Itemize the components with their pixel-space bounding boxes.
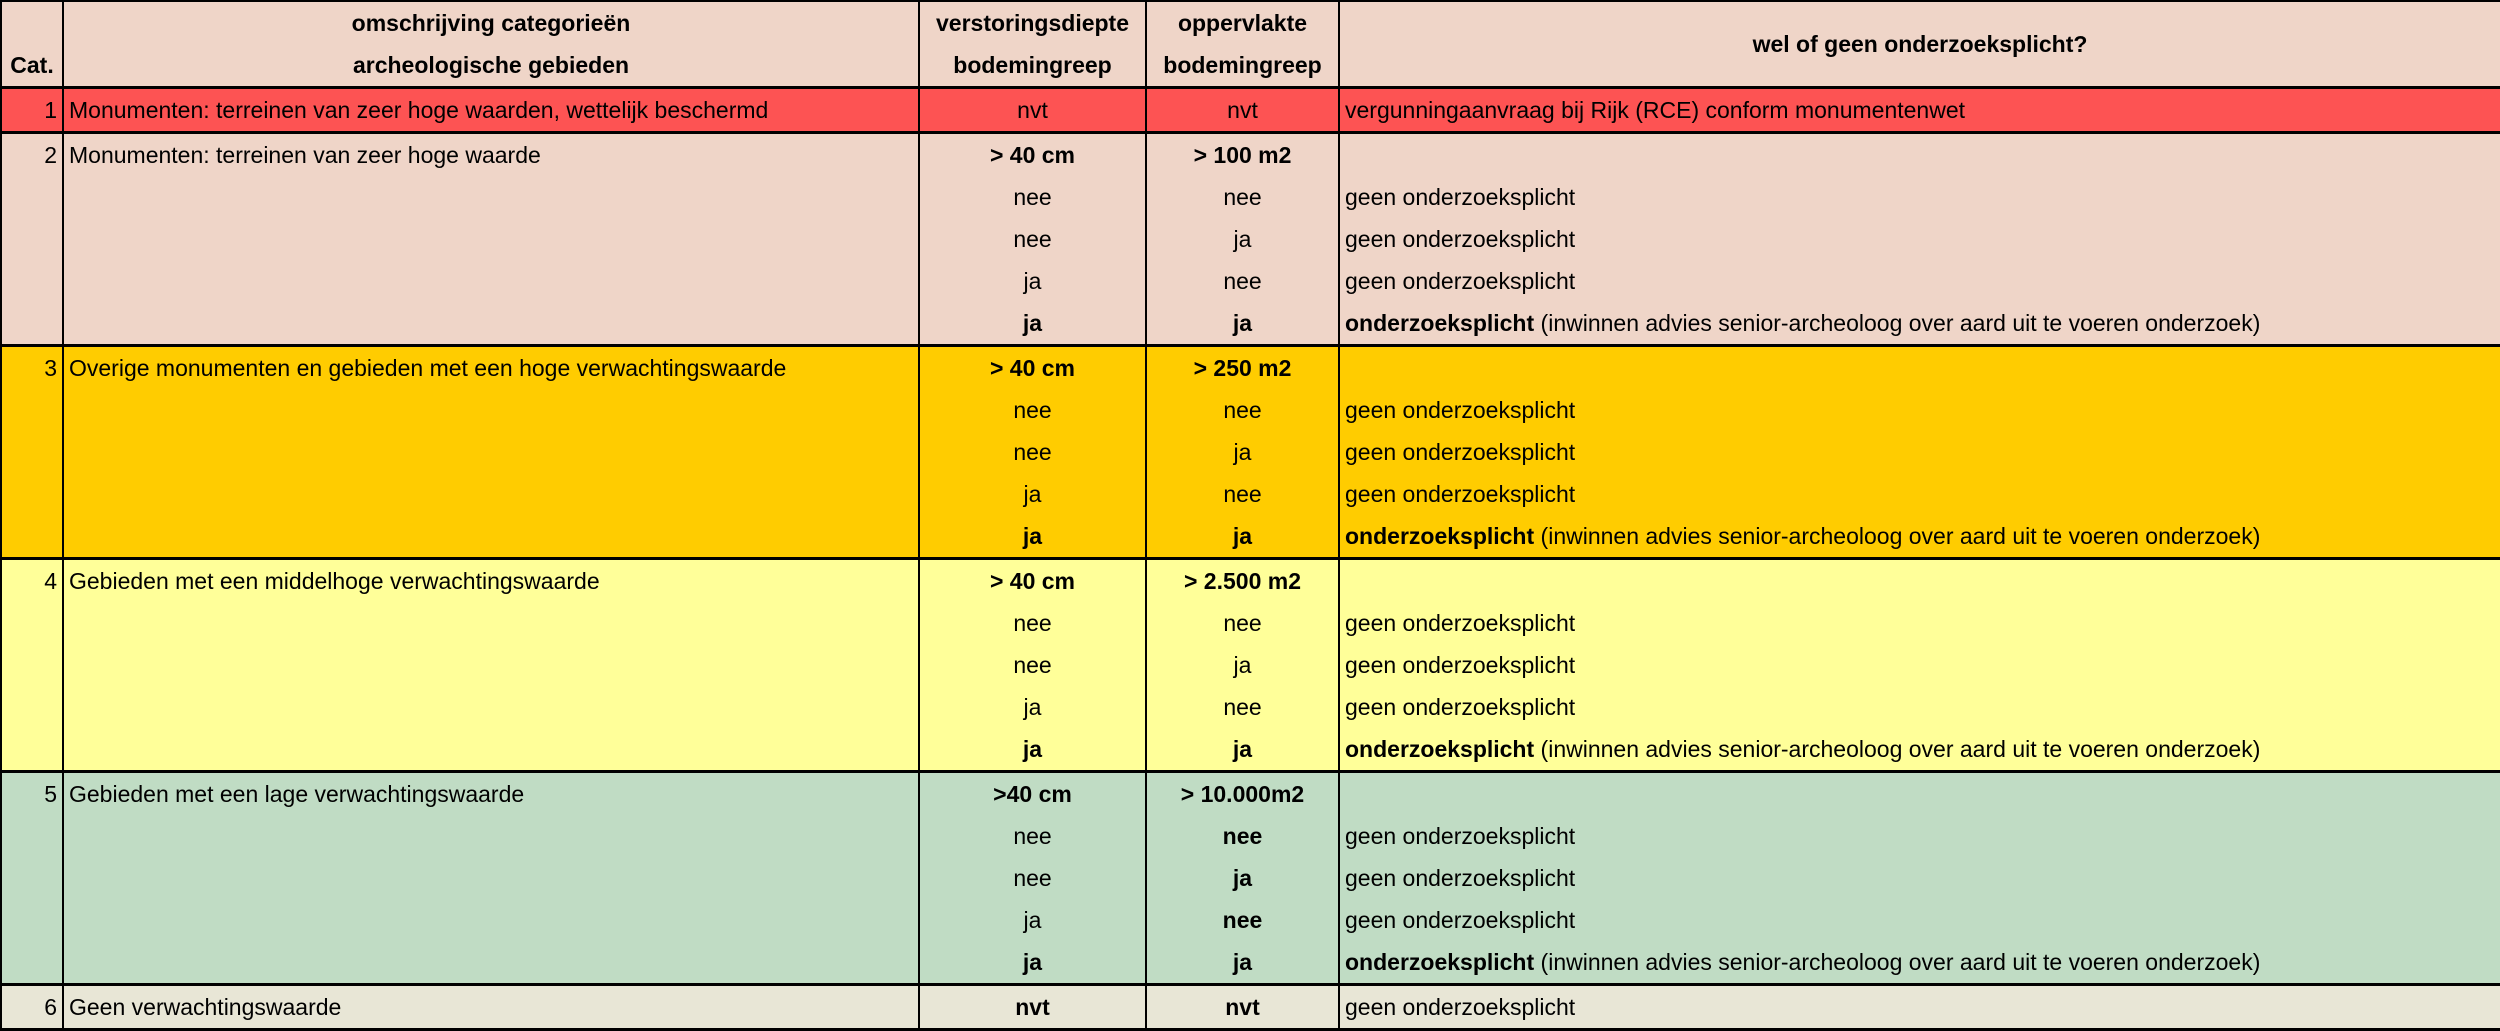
category-description-cell <box>63 815 919 857</box>
depth-cell <box>919 772 1146 816</box>
category-description-cell <box>63 260 919 302</box>
table-row <box>1 302 2500 346</box>
verdict-text: geen onderzoeksplicht <box>1345 994 1576 1020</box>
header-description-line2: archeologische gebieden <box>352 52 630 78</box>
header-area-line2: bodemingreep <box>1163 52 1322 78</box>
category-description-cell <box>63 857 919 899</box>
category-description-cell-text: Overige monumenten en gebieden met een hoge verwachtingswaarde <box>69 355 787 381</box>
category-number-cell <box>1 857 63 899</box>
table-row <box>1 644 2500 686</box>
depth-cell <box>919 473 1146 515</box>
area-cell-text: ja <box>1233 226 1252 252</box>
area-cell-text: ja <box>1232 865 1253 891</box>
verdict-cell <box>1339 772 2500 816</box>
verdict-bold-text: onderzoeksplicht <box>1345 949 1535 975</box>
table-row <box>1 389 2500 431</box>
area-cell <box>1146 346 1339 390</box>
depth-cell <box>919 515 1146 559</box>
category-description-cell <box>63 473 919 515</box>
table-body <box>1 88 2500 1030</box>
header-cat <box>1 1 63 88</box>
verdict-cell <box>1339 985 2500 1030</box>
depth-cell-text: nee <box>1013 397 1052 423</box>
verdict-text: geen onderzoeksplicht <box>1345 907 1576 933</box>
table-row <box>1 602 2500 644</box>
area-cell <box>1146 302 1339 346</box>
category-number-cell <box>1 88 63 133</box>
area-cell-text: nee <box>1222 907 1263 933</box>
verdict-text: geen onderzoeksplicht <box>1345 865 1576 891</box>
verdict-text: (inwinnen advies senior-archeoloog over aard uit te voeren onderzoek) <box>1534 310 2261 336</box>
table-row <box>1 431 2500 473</box>
category-number-cell-text: 5 <box>44 781 57 807</box>
table-row <box>1 133 2500 177</box>
category-number-cell-text: 1 <box>44 97 57 123</box>
area-cell <box>1146 389 1339 431</box>
category-description-cell-text: Gebieden met een lage verwachtingswaarde <box>69 781 525 807</box>
depth-cell <box>919 133 1146 177</box>
depth-cell-text: ja <box>1022 949 1043 975</box>
depth-cell-text: ja <box>1023 268 1042 294</box>
table-row <box>1 815 2500 857</box>
depth-cell-text: nee <box>1013 184 1052 210</box>
header-verdict <box>1339 1 2500 88</box>
depth-cell <box>919 431 1146 473</box>
header-depth <box>919 1 1146 88</box>
verdict-cell <box>1339 515 2500 559</box>
verdict-text: (inwinnen advies senior-archeoloog over aard uit te voeren onderzoek) <box>1534 949 2261 975</box>
category-description-cell <box>63 176 919 218</box>
category-description-cell-text: Geen verwachtingswaarde <box>69 994 342 1020</box>
category-number-cell <box>1 218 63 260</box>
category-description-cell <box>63 218 919 260</box>
category-description-cell <box>63 602 919 644</box>
area-cell <box>1146 473 1339 515</box>
area-cell <box>1146 857 1339 899</box>
verdict-cell <box>1339 133 2500 177</box>
category-number-cell <box>1 346 63 390</box>
verdict-cell <box>1339 941 2500 985</box>
table-row <box>1 346 2500 390</box>
category-description-cell <box>63 389 919 431</box>
header-area <box>1146 1 1339 88</box>
depth-cell-text: ja <box>1022 736 1043 762</box>
area-cell-text: nee <box>1223 610 1262 636</box>
area-cell-text: ja <box>1233 652 1252 678</box>
area-cell <box>1146 602 1339 644</box>
verdict-text: geen onderzoeksplicht <box>1345 652 1576 678</box>
verdict-cell <box>1339 815 2500 857</box>
verdict-text: geen onderzoeksplicht <box>1345 268 1576 294</box>
category-number-cell <box>1 941 63 985</box>
area-cell <box>1146 985 1339 1030</box>
verdict-cell <box>1339 346 2500 390</box>
category-description-cell <box>63 941 919 985</box>
depth-cell <box>919 899 1146 941</box>
area-cell <box>1146 899 1339 941</box>
verdict-text: (inwinnen advies senior-archeoloog over aard uit te voeren onderzoek) <box>1534 736 2261 762</box>
table-row <box>1 260 2500 302</box>
table-row <box>1 728 2500 772</box>
verdict-cell <box>1339 389 2500 431</box>
verdict-cell <box>1339 88 2500 133</box>
category-number-cell <box>1 559 63 603</box>
category-number-cell <box>1 515 63 559</box>
table-row <box>1 985 2500 1030</box>
table-row <box>1 899 2500 941</box>
area-cell <box>1146 260 1339 302</box>
category-description-cell <box>63 772 919 816</box>
verdict-bold-text: onderzoeksplicht <box>1345 523 1535 549</box>
area-cell <box>1146 176 1339 218</box>
depth-cell-text: nee <box>1013 439 1052 465</box>
category-description-cell <box>63 88 919 133</box>
area-cell <box>1146 559 1339 603</box>
category-description-cell-text: Monumenten: terreinen van zeer hoge waarde <box>69 142 541 168</box>
category-number-cell <box>1 602 63 644</box>
depth-cell <box>919 941 1146 985</box>
category-number-cell <box>1 133 63 177</box>
area-cell-text: > 250 m2 <box>1193 355 1292 381</box>
area-cell-text: nee <box>1223 397 1262 423</box>
category-number-cell <box>1 686 63 728</box>
category-description-cell <box>63 899 919 941</box>
table-row <box>1 857 2500 899</box>
verdict-cell <box>1339 602 2500 644</box>
verdict-cell <box>1339 218 2500 260</box>
verdict-text: geen onderzoeksplicht <box>1345 226 1576 252</box>
table-row <box>1 515 2500 559</box>
depth-cell-text: ja <box>1022 310 1043 336</box>
area-cell <box>1146 133 1339 177</box>
verdict-text: geen onderzoeksplicht <box>1345 481 1576 507</box>
verdict-text: geen onderzoeksplicht <box>1345 397 1576 423</box>
table-row <box>1 559 2500 603</box>
depth-cell <box>919 346 1146 390</box>
header-depth-line1: verstoringsdiepte <box>936 10 1129 36</box>
depth-cell-text: nee <box>1013 652 1052 678</box>
depth-cell <box>919 218 1146 260</box>
category-number-cell <box>1 431 63 473</box>
depth-cell-text: ja <box>1023 694 1042 720</box>
category-number-cell <box>1 644 63 686</box>
verdict-text: (inwinnen advies senior-archeoloog over aard uit te voeren onderzoek) <box>1534 523 2261 549</box>
depth-cell <box>919 985 1146 1030</box>
category-number-cell <box>1 260 63 302</box>
area-cell-text: > 10.000m2 <box>1180 781 1305 807</box>
depth-cell <box>919 302 1146 346</box>
category-number-cell-text: 2 <box>44 142 57 168</box>
category-description-cell-text: Monumenten: terreinen van zeer hoge waarden, wettelijk beschermd <box>69 97 769 123</box>
category-number-cell-text: 4 <box>44 568 57 594</box>
table-row <box>1 88 2500 133</box>
area-cell <box>1146 644 1339 686</box>
depth-cell-text: nee <box>1013 610 1052 636</box>
area-cell <box>1146 728 1339 772</box>
depth-cell <box>919 559 1146 603</box>
category-number-cell <box>1 302 63 346</box>
depth-cell-text: ja <box>1023 481 1042 507</box>
depth-cell-text: nee <box>1013 226 1052 252</box>
area-cell <box>1146 941 1339 985</box>
verdict-cell <box>1339 559 2500 603</box>
verdict-cell <box>1339 176 2500 218</box>
verdict-cell <box>1339 899 2500 941</box>
area-cell-text: nee <box>1223 694 1262 720</box>
category-description-cell <box>63 686 919 728</box>
verdict-text: geen onderzoeksplicht <box>1345 694 1576 720</box>
header-description-line1: omschrijving categorieën <box>351 10 631 36</box>
verdict-cell <box>1339 686 2500 728</box>
depth-cell <box>919 728 1146 772</box>
category-number-cell-text: 3 <box>44 355 57 381</box>
depth-cell <box>919 857 1146 899</box>
category-number-cell <box>1 772 63 816</box>
depth-cell <box>919 686 1146 728</box>
category-number-cell <box>1 899 63 941</box>
area-cell-text: nvt <box>1227 97 1258 123</box>
verdict-cell <box>1339 473 2500 515</box>
category-description-cell <box>63 985 919 1030</box>
category-number-cell <box>1 176 63 218</box>
category-description-cell <box>63 302 919 346</box>
category-number-cell <box>1 815 63 857</box>
category-description-cell <box>63 346 919 390</box>
depth-cell-text: > 40 cm <box>989 142 1076 168</box>
verdict-text: geen onderzoeksplicht <box>1345 439 1576 465</box>
header-row <box>1 1 2500 88</box>
verdict-bold-text: onderzoeksplicht <box>1345 310 1535 336</box>
area-cell-text: > 2.500 m2 <box>1183 568 1301 594</box>
header-depth-line2: bodemingreep <box>953 52 1112 78</box>
header-description <box>63 1 919 88</box>
depth-cell-text: > 40 cm <box>989 568 1076 594</box>
category-description-cell <box>63 515 919 559</box>
area-cell <box>1146 772 1339 816</box>
depth-cell <box>919 602 1146 644</box>
area-cell-text: ja <box>1232 949 1253 975</box>
area-cell-text: nee <box>1223 268 1262 294</box>
header-cat-label: Cat. <box>10 52 54 78</box>
category-number-cell <box>1 473 63 515</box>
table-row <box>1 772 2500 816</box>
area-cell <box>1146 218 1339 260</box>
depth-cell-text: ja <box>1023 907 1042 933</box>
verdict-bold-text: onderzoeksplicht <box>1345 736 1535 762</box>
table-row <box>1 686 2500 728</box>
depth-cell <box>919 389 1146 431</box>
depth-cell-text: nee <box>1013 865 1052 891</box>
table-row <box>1 941 2500 985</box>
area-cell-text: ja <box>1232 310 1253 336</box>
category-description-cell <box>63 728 919 772</box>
depth-cell <box>919 176 1146 218</box>
area-cell <box>1146 431 1339 473</box>
category-description-cell <box>63 644 919 686</box>
category-description-cell-text: Gebieden met een middelhoge verwachtingswaarde <box>69 568 600 594</box>
verdict-cell <box>1339 728 2500 772</box>
category-number-cell-text: 6 <box>44 994 57 1020</box>
category-number-cell <box>1 389 63 431</box>
category-description-cell <box>63 431 919 473</box>
verdict-cell <box>1339 644 2500 686</box>
depth-cell <box>919 815 1146 857</box>
area-cell-text: ja <box>1232 523 1253 549</box>
depth-cell-text: nvt <box>1017 97 1048 123</box>
depth-cell-text: > 40 cm <box>989 355 1076 381</box>
area-cell-text: nvt <box>1225 994 1260 1020</box>
verdict-cell <box>1339 431 2500 473</box>
area-cell-text: ja <box>1233 439 1252 465</box>
depth-cell-text: >40 cm <box>993 781 1072 807</box>
category-number-cell <box>1 985 63 1030</box>
depth-cell-text: ja <box>1022 523 1043 549</box>
area-cell-text: ja <box>1232 736 1253 762</box>
verdict-text: vergunningaanvraag bij Rijk (RCE) conform monumentenwet <box>1345 97 1966 123</box>
area-cell <box>1146 686 1339 728</box>
area-cell <box>1146 515 1339 559</box>
area-cell <box>1146 815 1339 857</box>
table-row <box>1 218 2500 260</box>
depth-cell-text: nvt <box>1015 994 1050 1020</box>
depth-cell <box>919 644 1146 686</box>
depth-cell <box>919 260 1146 302</box>
header-verdict-label: wel of geen onderzoeksplicht? <box>1752 31 2088 57</box>
verdict-text: geen onderzoeksplicht <box>1345 184 1576 210</box>
verdict-text: geen onderzoeksplicht <box>1345 823 1576 849</box>
area-cell-text: nee <box>1223 184 1262 210</box>
area-cell <box>1146 88 1339 133</box>
verdict-cell <box>1339 260 2500 302</box>
area-cell-text: > 100 m2 <box>1193 142 1292 168</box>
area-cell-text: nee <box>1222 823 1263 849</box>
table-row <box>1 176 2500 218</box>
category-description-cell <box>63 559 919 603</box>
table-row <box>1 473 2500 515</box>
verdict-cell <box>1339 857 2500 899</box>
verdict-cell <box>1339 302 2500 346</box>
category-description-cell <box>63 133 919 177</box>
depth-cell <box>919 88 1146 133</box>
header-area-line1: oppervlakte <box>1177 10 1308 36</box>
area-cell-text: nee <box>1223 481 1262 507</box>
depth-cell-text: nee <box>1013 823 1052 849</box>
category-number-cell <box>1 728 63 772</box>
verdict-text: geen onderzoeksplicht <box>1345 610 1576 636</box>
